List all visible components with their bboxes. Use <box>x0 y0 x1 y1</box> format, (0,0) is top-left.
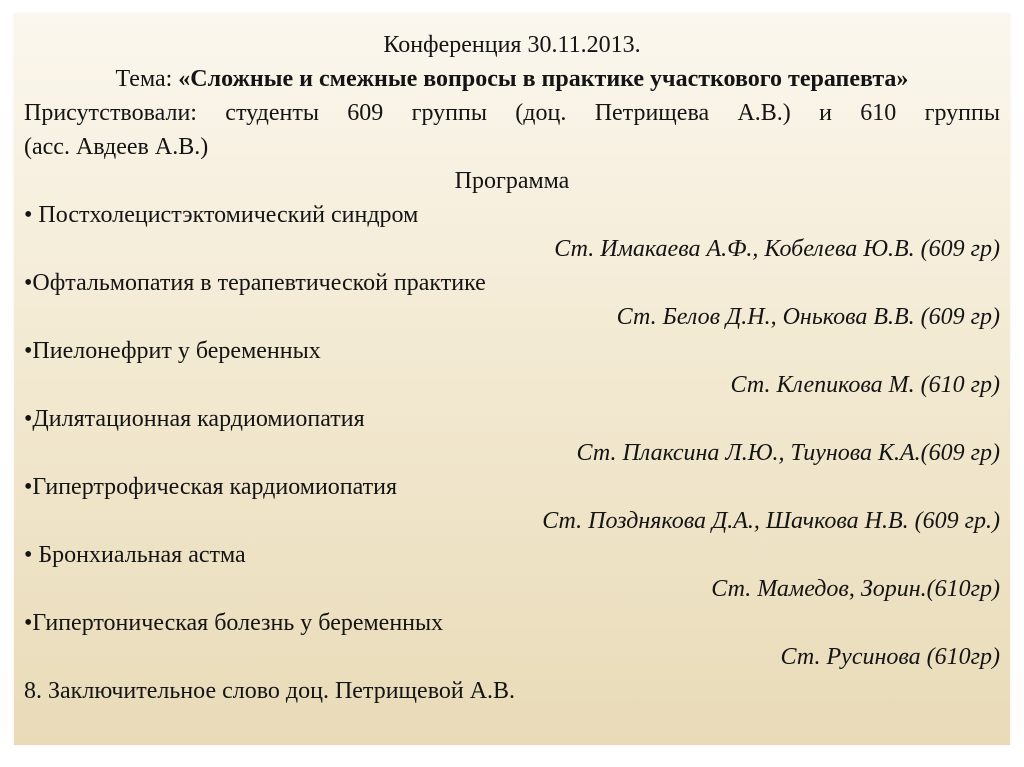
program-item-speakers: Ст. Плаксина Л.Ю., Тиунова К.А.(609 гр) <box>576 440 1000 466</box>
topic-title: «Сложные и смежные вопросы в практике участкового терапевта» <box>178 66 909 92</box>
program-item <box>24 606 1000 674</box>
topic-line <box>24 62 1000 96</box>
program-item-speakers: Ст. Клепикова М. (610 гр) <box>730 372 1000 398</box>
program-item-speakers: Ст. Белов Д.Н., Онькова В.В. (609 гр) <box>616 304 1000 330</box>
program-list <box>24 198 1000 674</box>
program-item-title: •Гипертрофическая кардиомиопатия <box>24 474 398 500</box>
slide <box>14 14 1010 745</box>
topic-prefix: Тема: <box>115 66 179 92</box>
program-item <box>24 470 1000 538</box>
program-item-title: • Бронхиальная астма <box>24 542 246 568</box>
program-item <box>24 266 1000 334</box>
program-item-speakers: Ст. Русинова (610гр) <box>780 644 1000 670</box>
program-item-speakers: Ст. Имакаева А.Ф., Кобелева Ю.В. (609 гр) <box>554 236 1000 262</box>
program-item-title: •Гипертоническая болезнь у беременных <box>24 610 444 636</box>
program-item-speakers: Ст. Позднякова Д.А., Шачкова Н.В. (609 гр.) <box>542 508 1000 534</box>
program-item <box>24 538 1000 606</box>
closing-remark: 8. Заключительное слово доц. Петрищевой А.В. <box>24 678 516 704</box>
attendance-line-2: (асс. Авдеев А.В.) <box>24 134 209 160</box>
program-heading: Программа <box>454 168 570 194</box>
program-item-title: •Офтальмопатия в терапевтической практике <box>24 270 486 296</box>
program-item-speakers: Ст. Мамедов, Зорин.(610гр) <box>711 576 1000 602</box>
program-item-title: •Дилятационная кардиомиопатия <box>24 406 365 432</box>
program-item <box>24 198 1000 266</box>
program-item-title: •Пиелонефрит у беременных <box>24 338 321 364</box>
attendance-line-1: Присутствовали: студенты 609 группы (доц. Петрищева А.В.) и 610 группы <box>24 100 1000 126</box>
program-item-title: • Постхолецистэктомический синдром <box>24 202 419 228</box>
slide-content <box>24 28 1000 708</box>
program-item <box>24 334 1000 402</box>
program-item <box>24 402 1000 470</box>
conference-title: Конференция 30.11.2013. <box>383 32 641 58</box>
